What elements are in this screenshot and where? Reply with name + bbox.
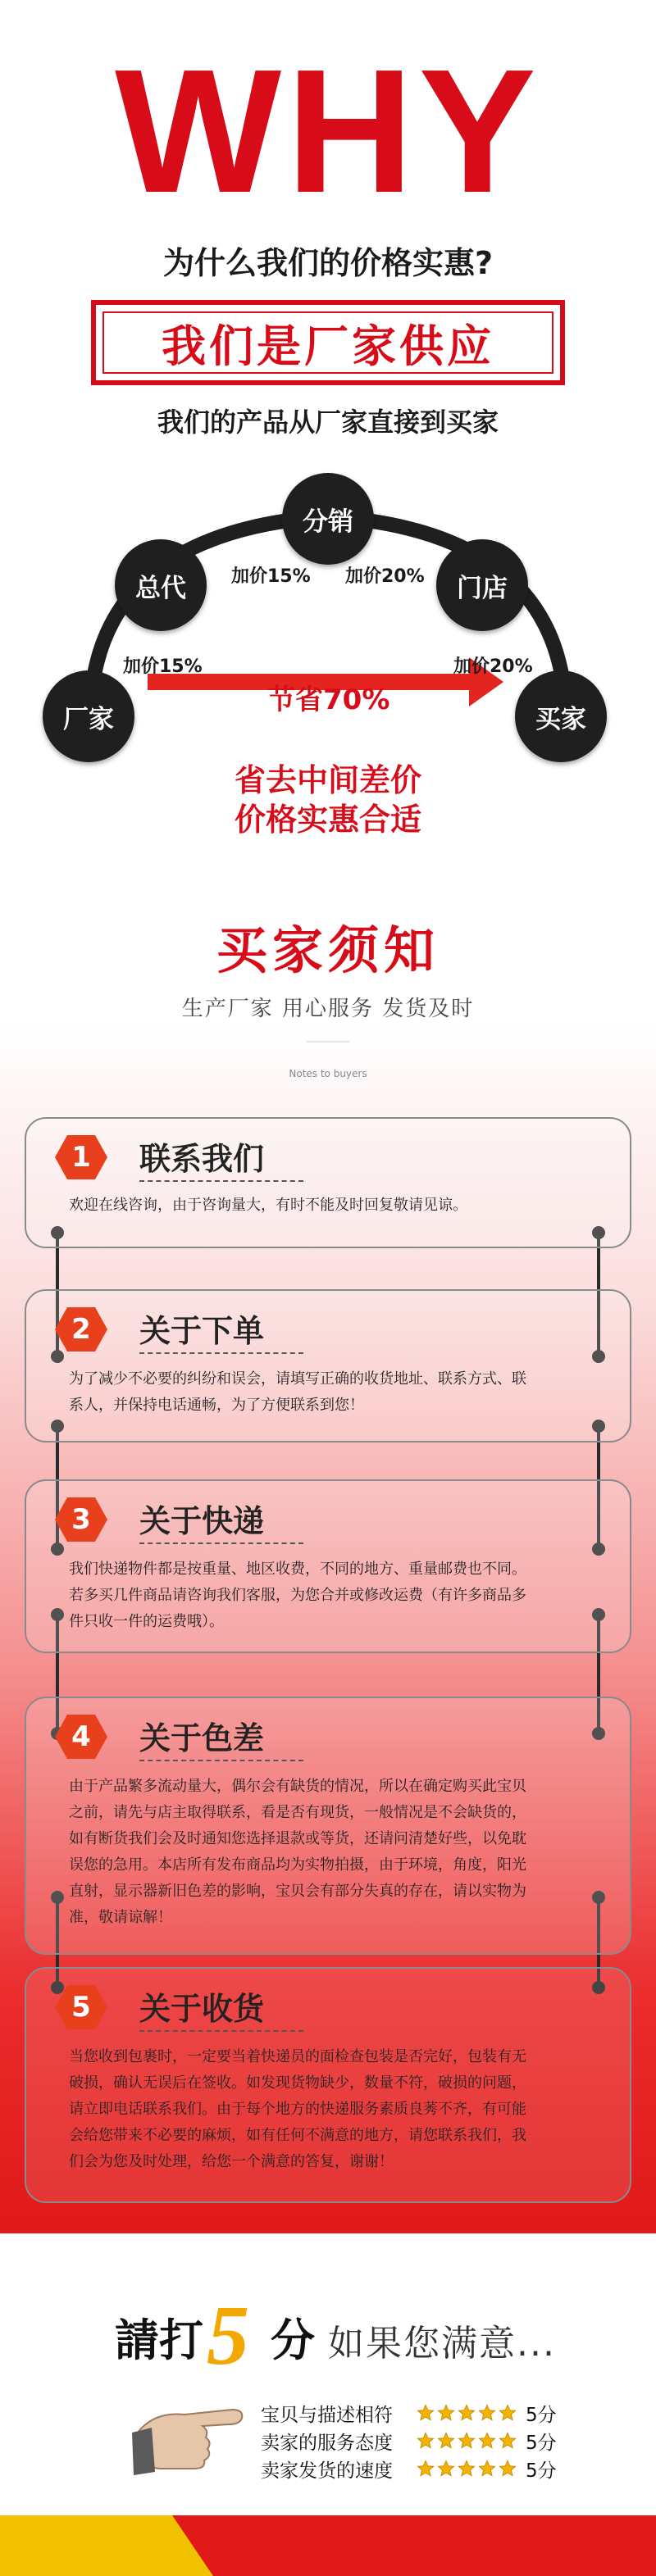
markup-label: 加价20% — [453, 656, 533, 677]
card-body-line: 由于产品繁多流动量大，偶尔会有缺货的情况，所以在确定购买此宝贝 — [69, 1778, 526, 1795]
number-badge — [54, 1496, 108, 1543]
star-icon — [437, 2460, 455, 2478]
card-body-line: 如有断货我们会及时通知您选择退款或等货，还请问清楚好些，以免耽 — [69, 1830, 526, 1847]
card-body-line: 请立即电话联系我们。由于每个地方的快递服务素质良莠不齐，有可能 — [69, 2101, 526, 2118]
factory-direct-text: 我们的产品从厂家直接到买家 — [157, 407, 499, 438]
badge-number: 5 — [71, 1991, 91, 2024]
node-general-agent: 总代 — [115, 539, 207, 631]
card-title: 关于色差 — [139, 1720, 265, 1756]
notice-subtitle: 生产厂家 用心服务 发货及时 — [181, 997, 475, 1021]
pointing-hand-icon — [127, 2387, 250, 2485]
star-icon — [499, 2432, 517, 2450]
rating-if-satisfied: 如果您满意... — [328, 2323, 556, 2365]
notice-card-delivery — [25, 1479, 631, 1653]
card-title-rule — [139, 2030, 303, 2032]
star-rating — [417, 2432, 519, 2450]
rating-score: 5分 — [526, 2404, 557, 2426]
card-body-line: 若多买几件商品请咨询我们客服，为您合并或修改运费（有许多商品多 — [69, 1587, 526, 1604]
rating-row — [261, 2400, 557, 2426]
card-body-line: 为了减少不必要的纠纷和误会，请填写正确的收货地址、联系方式、联 — [69, 1370, 526, 1388]
rating-row — [261, 2456, 557, 2482]
notice-card-color — [25, 1697, 631, 1955]
badge-number: 3 — [71, 1503, 91, 1536]
star-icon — [478, 2404, 496, 2422]
card-body — [69, 2044, 597, 2175]
why-subtitle: 为什么我们的价格实惠? — [162, 245, 494, 281]
card-title-rule — [139, 1542, 303, 1544]
buyer-notice-section — [0, 889, 656, 2233]
why-heading: WHY — [115, 32, 541, 229]
factory-supply-banner — [91, 300, 565, 385]
card-body-line: 欢迎在线咨询，由于咨询量大，有时不能及时回复敬请见谅。 — [69, 1197, 467, 1214]
card-title-rule — [139, 1760, 303, 1761]
card-title-rule — [139, 1352, 303, 1354]
card-body-line: 直射，显示器新旧色差的影响，宝贝会有部分失真的存在，请以实物为 — [69, 1883, 526, 1900]
card-title: 联系我们 — [139, 1141, 265, 1177]
card-body — [69, 1556, 597, 1635]
card-body — [69, 1366, 597, 1419]
card-title: 关于下单 — [139, 1313, 265, 1349]
rating-heading — [0, 2288, 656, 2389]
rating-row — [261, 2428, 557, 2454]
rating-label: 宝贝与描述相符 — [261, 2404, 393, 2426]
star-rating — [417, 2404, 519, 2422]
save-description — [0, 761, 656, 839]
star-rating — [417, 2460, 519, 2478]
star-icon — [478, 2460, 496, 2478]
rating-five: 5 — [207, 2288, 249, 2383]
star-icon — [458, 2460, 476, 2478]
factory-supply-text: 我们是厂家供应 — [102, 311, 554, 374]
rating-score: 5分 — [526, 2460, 557, 2482]
card-body-line: 系人，并保持电话通畅，为了方便联系到您！ — [69, 1397, 364, 1414]
card-title: 关于快递 — [139, 1503, 265, 1539]
card-body-line: 破损，确认无误后在签收。如发现货物缺少，数量不符，破损的问题， — [69, 2074, 526, 2092]
star-icon — [417, 2404, 435, 2422]
star-icon — [499, 2460, 517, 2478]
badge-number: 2 — [71, 1313, 91, 1346]
supply-chain-diagram — [0, 443, 656, 869]
number-badge — [54, 1306, 108, 1353]
node-distribution: 分销 — [282, 473, 374, 565]
notice-card-receipt — [25, 1967, 631, 2203]
number-badge — [54, 1983, 108, 2031]
card-body-line: 件只收一件的运费哦）。 — [69, 1613, 224, 1630]
notice-title: 买家须知 — [216, 920, 440, 980]
rating-fen: 分 — [271, 2315, 315, 2366]
badge-number: 1 — [71, 1141, 91, 1174]
node-factory: 厂家 — [43, 670, 134, 762]
bottom-decor-stripe — [0, 2512, 656, 2576]
card-title: 关于收货 — [139, 1991, 265, 2027]
card-body-line: 当您收到包裹时，一定要当着快递员的面检查包装是否完好，包装有无 — [69, 2048, 526, 2065]
star-icon — [417, 2460, 435, 2478]
card-body-line: 会给您带来不必要的麻烦，如有任何不满意的地方，请您联系我们，我 — [69, 2127, 526, 2144]
rating-label: 卖家发货的速度 — [261, 2460, 393, 2482]
save-percent: 节省70% — [267, 684, 390, 716]
badge-number: 4 — [71, 1720, 91, 1753]
star-icon — [458, 2404, 476, 2422]
card-body-line: 我们快递物件都是按重量、地区收费，不同的地方、重量邮费也不同。 — [69, 1561, 526, 1578]
card-body — [69, 1193, 597, 1219]
star-icon — [499, 2404, 517, 2422]
node-store: 门店 — [436, 539, 528, 631]
markup-label: 加价15% — [231, 566, 311, 587]
card-body — [69, 1774, 597, 1931]
card-body-line: 误您的急用。本店所有发布商品均为实物拍摄，由于环境，角度，阳光 — [69, 1856, 526, 1874]
notice-card-order — [25, 1289, 631, 1442]
markup-label: 加价15% — [123, 656, 203, 677]
divider — [307, 1041, 349, 1043]
number-badge — [54, 1134, 108, 1181]
rating-qing-da: 請打 — [115, 2315, 203, 2366]
star-icon — [478, 2432, 496, 2450]
save-text-line: 省去中间差价 — [234, 762, 421, 798]
star-icon — [417, 2432, 435, 2450]
card-body-line: 之前，请先与店主取得联系，看是否有现货，一般情况是不会缺货的， — [69, 1804, 526, 1821]
star-icon — [437, 2432, 455, 2450]
card-body-line: 们会为您及时处理，给您一个满意的答复，谢谢！ — [69, 2153, 394, 2170]
star-icon — [437, 2404, 455, 2422]
star-icon — [458, 2432, 476, 2450]
card-body-line: 准，敬请谅解！ — [69, 1909, 172, 1926]
node-buyer: 买家 — [515, 670, 607, 762]
rating-score: 5分 — [526, 2432, 557, 2454]
number-badge — [54, 1713, 108, 1760]
card-title-rule — [139, 1180, 303, 1182]
rating-label: 卖家的服务态度 — [261, 2432, 393, 2454]
markup-label: 加价20% — [345, 566, 425, 587]
notice-card-contact — [25, 1117, 631, 1248]
save-text-line: 价格实惠合适 — [234, 802, 421, 838]
notice-subtitle-en: Notes to buyers — [289, 1068, 367, 1079]
